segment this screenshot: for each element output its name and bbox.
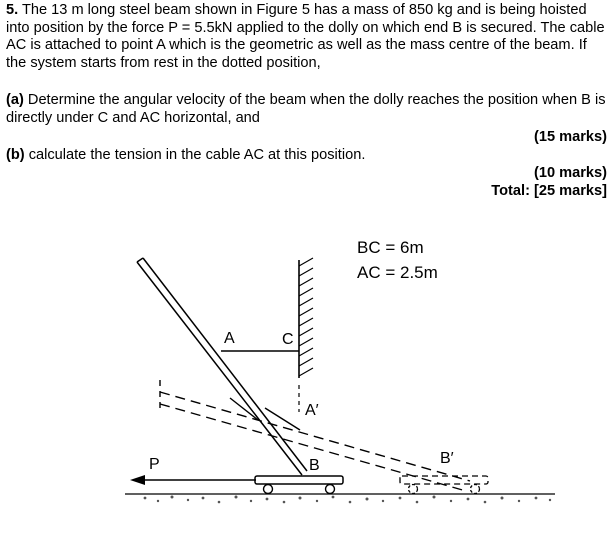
label-b: B — [309, 457, 320, 474]
force-p-arrow — [130, 475, 256, 485]
part-b-text: calculate the tension in the cable AC at this position. — [28, 147, 366, 163]
given-ac: AC = 2.5m — [357, 263, 438, 282]
part-b-marks: (10 marks) — [533, 165, 607, 181]
part-a-label: (a) — [6, 92, 24, 108]
total-marks: Total: [25 marks] — [491, 183, 607, 199]
label-c: C — [282, 331, 294, 348]
beam-final — [137, 258, 307, 475]
beam-initial-dotted — [160, 380, 470, 491]
part-a-marks: (15 marks) — [533, 129, 607, 145]
question-number: 5. — [6, 2, 19, 18]
label-p: P — [149, 456, 160, 473]
ground — [125, 494, 555, 503]
label-a-prime: A′ — [305, 402, 319, 419]
given-bc: BC = 6m — [357, 238, 424, 257]
wall — [299, 258, 313, 378]
label-b-prime: B′ — [440, 450, 454, 467]
part-a-text: Determine the angular velocity of the beam when the dolly reaches the position when B is directly under C and AC horizontal, and — [6, 92, 606, 126]
dolly-b — [255, 476, 343, 494]
label-a: A — [224, 330, 235, 347]
part-b-label: (b) — [6, 147, 25, 163]
question-intro-text: The 13 m long steel beam shown in Figure 5 has a mass of 850 kg and is being hoisted into position by the force P = 5.5kN applied to the dolly on which end B is secured. The cable AC is attached to point A which is the geometric as well as the mass centre of the beam. If the system starts from rest in the dotted position, — [6, 2, 605, 71]
